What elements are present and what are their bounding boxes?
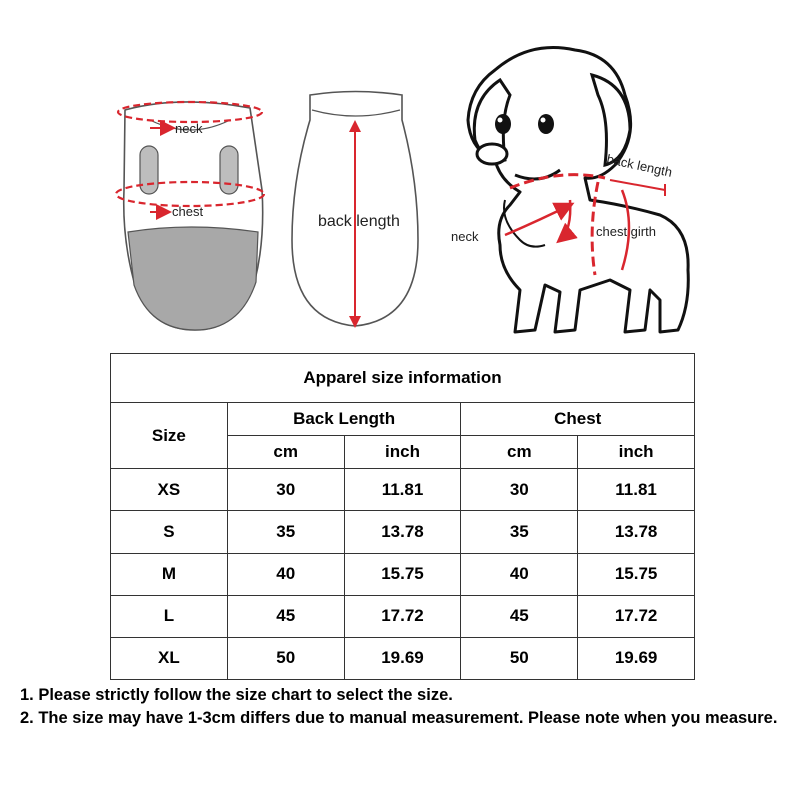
size-header: Size	[111, 403, 228, 469]
chest-inch-cell: 19.69	[578, 637, 695, 679]
chest-label: chest	[172, 204, 204, 219]
size-cell: S	[111, 511, 228, 553]
size-cell: XL	[111, 637, 228, 679]
size-cell: L	[111, 595, 228, 637]
back-cm-cell: 30	[227, 469, 344, 511]
back-length-label: back length	[318, 213, 400, 230]
chest-inch-cell: 17.72	[578, 595, 695, 637]
size-cell: XS	[111, 469, 228, 511]
dog-chest-girth-label: chest girth	[596, 224, 656, 239]
back-inch-cell: 15.75	[344, 553, 461, 595]
table-title: Apparel size information	[111, 354, 695, 403]
chest-inch-header: inch	[578, 436, 695, 469]
dog-drawing	[451, 48, 688, 333]
chest-inch-cell: 13.78	[578, 511, 695, 553]
back-length-header: Back Length	[227, 403, 461, 436]
chest-inch-cell: 15.75	[578, 553, 695, 595]
size-chart-table	[110, 353, 695, 680]
garment-back	[292, 92, 418, 329]
back-cm-header: cm	[227, 436, 344, 469]
size-cell: M	[111, 553, 228, 595]
size-notes	[20, 684, 790, 730]
chest-cm-cell: 45	[461, 595, 578, 637]
table-row	[111, 511, 695, 553]
chest-cm-cell: 30	[461, 469, 578, 511]
chest-cm-cell: 50	[461, 637, 578, 679]
neck-label: neck	[175, 121, 203, 136]
table-row	[111, 469, 695, 511]
chest-inch-cell: 11.81	[578, 469, 695, 511]
back-inch-cell: 13.78	[344, 511, 461, 553]
garment-front	[116, 102, 264, 330]
chest-header: Chest	[461, 403, 695, 436]
measurement-illustration	[0, 0, 800, 350]
note-2: 2. The size may have 1-3cm differs due to manual measurement. Please note when you measure.	[20, 709, 778, 727]
back-inch-cell: 19.69	[344, 637, 461, 679]
chest-cm-cell: 40	[461, 553, 578, 595]
note-1: 1. Please strictly follow the size chart to select the size.	[20, 686, 453, 704]
back-cm-cell: 35	[227, 511, 344, 553]
back-inch-cell: 11.81	[344, 469, 461, 511]
back-cm-cell: 50	[227, 637, 344, 679]
chest-cm-header: cm	[461, 436, 578, 469]
table-row	[111, 637, 695, 679]
dog-back-length-label: back length	[605, 151, 674, 180]
back-inch-cell: 17.72	[344, 595, 461, 637]
table-row	[111, 595, 695, 637]
dog-neck-label: neck	[451, 229, 479, 244]
table-row	[111, 553, 695, 595]
back-cm-cell: 45	[227, 595, 344, 637]
back-inch-header: inch	[344, 436, 461, 469]
back-cm-cell: 40	[227, 553, 344, 595]
chest-cm-cell: 35	[461, 511, 578, 553]
